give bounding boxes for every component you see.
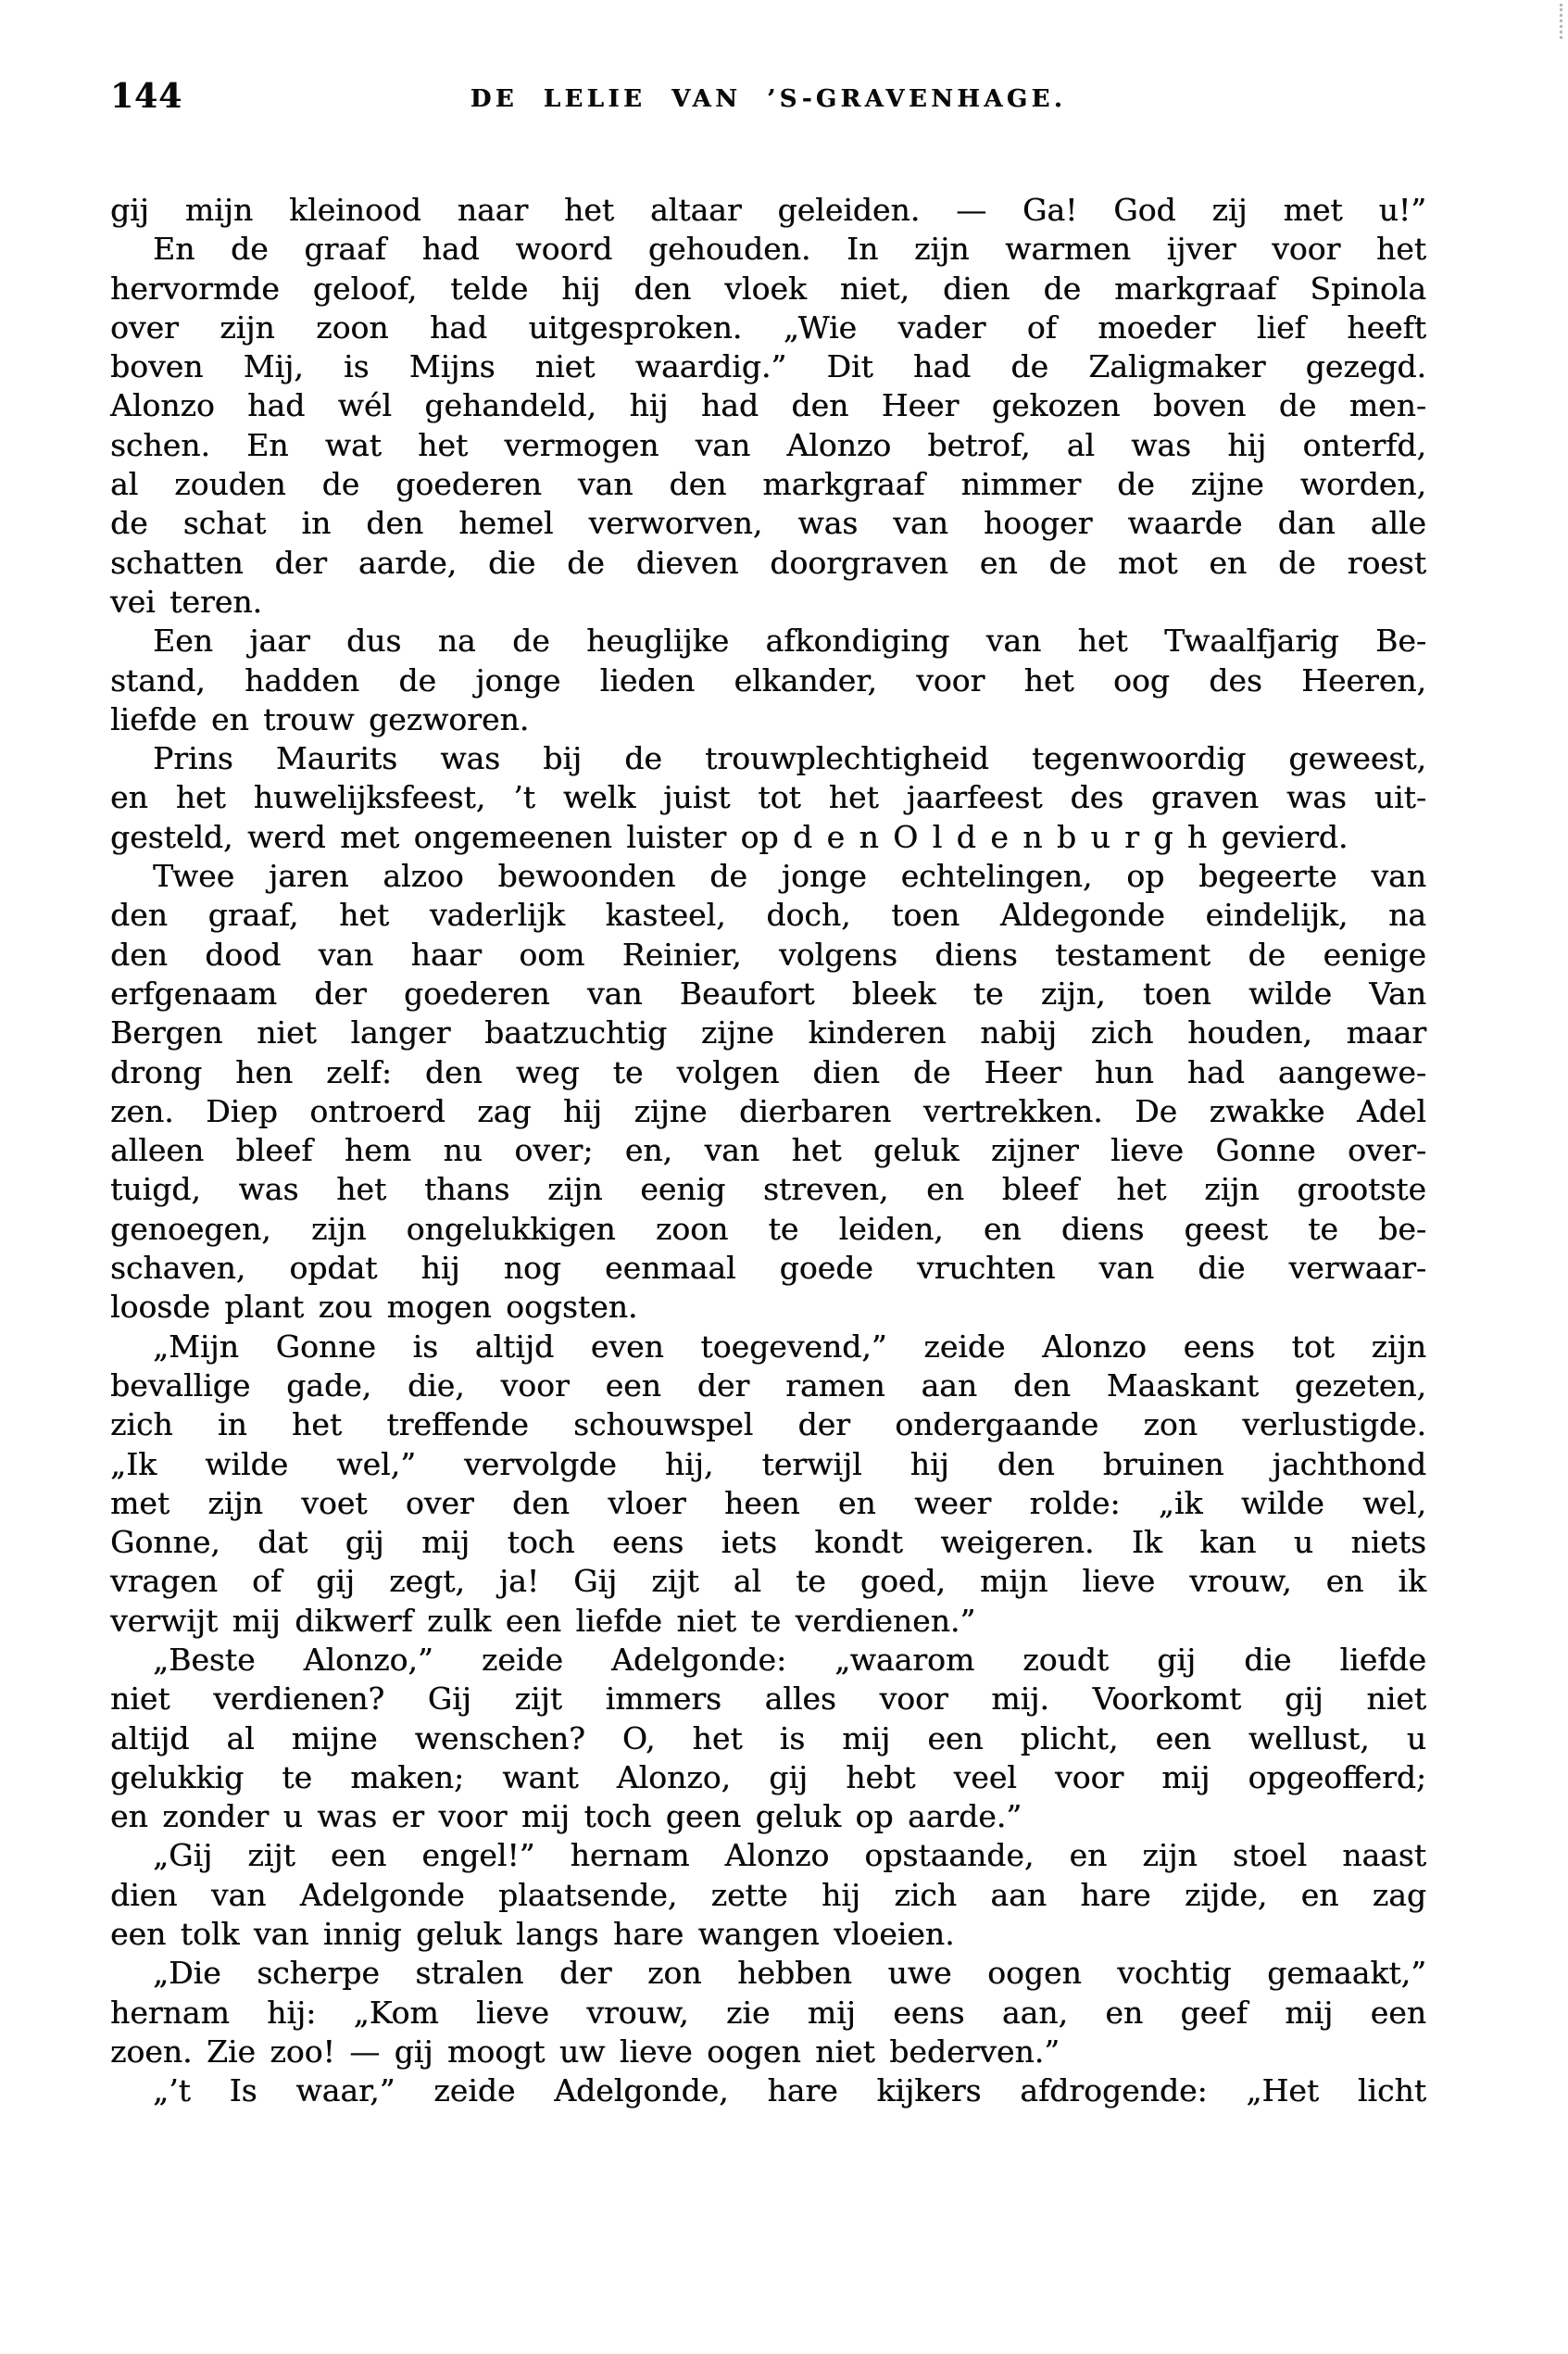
text-line: boven Mij, is Mijns niet waardig.” Dit had de Zaligmaker gezegd. [110,348,1426,385]
text-line: genoegen, zijn ongelukkigen zoon te leiden, en diens geest te be- [110,1210,1426,1247]
text-line: dien van Adelgonde plaatsende, zette hij zich aan hare zijde, en zag [110,1876,1426,1913]
scan-artifact-dots [1560,4,1562,39]
text-line: vragen of gij zegt, ja! Gij zijt al te goed, mijn lieve vrouw, en ik [110,1563,1426,1600]
text-line: niet verdienen? Gij zijt immers alles voor mij. Voorkomt gij niet [110,1681,1426,1718]
text-line: zen. Diep ontroerd zag hij zijne dierbaren vertrekken. De zwakke Adel [110,1092,1426,1129]
text-line: Alonzo had wél gehandeld, hij had den Heer gekozen boven de men- [110,387,1426,424]
body-text [110,191,1426,2111]
text-line: „Beste Alonzo,” zeide Adelgonde: „waarom zoudt gij die liefde [153,1641,1426,1678]
text-line: erfgenaam der goederen van Beaufort bleek te zijn, toen wilde Van [110,975,1426,1012]
page-number: 144 [110,77,183,116]
text-line: schen. En wat het vermogen van Alonzo betrof, al was hij onterfd, [110,426,1426,463]
text-line: gesteld, werd met ongemeenen luister op d e n O l d e n b u r g h gevierd. [110,818,1348,855]
text-line: verwijt mij dikwerf zulk een liefde niet te verdienen.” [110,1602,976,1639]
text-line: Twee jaren alzoo bewoonden de jonge echtelingen, op begeerte van [153,858,1426,895]
text-line: vei teren. [110,583,263,620]
text-line: altijd al mijne wenschen? O, het is mij een plicht, een wellust, u [110,1719,1426,1756]
text-line: loosde plant zou mogen oogsten. [110,1289,638,1326]
text-line: stand, hadden de jonge lieden elkander, voor het oog des Heeren, [110,661,1426,699]
text-line: alleen bleef hem nu over; en, van het geluk zijner lieve Gonne over- [110,1132,1426,1169]
text-line: En de graaf had woord gehouden. In zijn warmen ijver voor het [153,231,1426,268]
text-line: „Die scherpe stralen der zon hebben uwe oogen vochtig gemaakt,” [153,1955,1426,1992]
text-line: gij mijn kleinood naar het altaar geleiden. — Ga! God zij met u!” [110,192,1426,228]
text-line: drong hen zelf: den weg te volgen dien de Heer hun had aangewe- [110,1053,1426,1090]
text-line: over zijn zoon had uitgesproken. „Wie vader of moeder lief heeft [110,308,1426,346]
text-line: Gonne, dat gij mij toch eens iets kondt weigeren. Ik kan u niets [110,1524,1426,1561]
text-line: schaven, opdat hij nog eenmaal goede vruchten van die verwaar- [110,1250,1426,1287]
running-title: DE LELIE VAN ’S-GRAVENHAGE. [470,85,1067,113]
text-line: en het huwelijksfeest, ’t welk juist tot het jaarfeest des graven was uit- [110,779,1426,816]
text-line: Een jaar dus na de heuglijke afkondiging van het Twaalfjarig Be- [153,623,1426,660]
text-line: Bergen niet langer baatzuchtig zijne kinderen nabij zich houden, maar [110,1014,1426,1051]
text-line: zoen. Zie zoo! — gij moogt uw lieve oogen niet bederven.” [110,2033,1060,2070]
text-line: den dood van haar oom Reinier, volgens diens testament de eenige [110,936,1426,973]
text-line: tuigd, was het thans zijn eenig streven, en bleef het zijn grootste [110,1171,1426,1208]
text-line: bevallige gade, die, voor een der ramen aan den Maaskant gezeten, [110,1366,1426,1404]
text-line: een tolk van innig geluk langs hare wangen vloeien. [110,1916,955,1953]
text-line: gelukkig te maken; want Alonzo, gij hebt veel voor mij opgeofferd; [110,1758,1426,1795]
text-line: zich in het treffende schouwspel der ondergaande zon verlustigde. [110,1406,1426,1443]
text-line: hernam hij: „Kom lieve vrouw, zie mij eens aan, en geef mij een [110,1994,1426,2031]
text-line: de schat in den hemel verworven, was van hooger waarde dan alle [110,505,1426,542]
text-line: al zouden de goederen van den markgraaf nimmer de zijne worden, [110,466,1426,503]
text-line: „Mijn Gonne is altijd even toegevend,” zeide Alonzo eens tot zijn [153,1328,1426,1365]
text-line: schatten der aarde, die de dieven doorgraven en de mot en de roest [110,544,1426,581]
text-line: „Gij zijt een engel!” hernam Alonzo opstaande, en zijn stoel naast [153,1837,1426,1874]
text-line: „Ik wilde wel,” vervolgde hij, terwijl hij den bruinen jachthond [110,1445,1426,1482]
text-line: hervormde geloof, telde hij den vloek niet, dien de markgraaf Spinola [110,270,1426,307]
text-line: den graaf, het vaderlijk kasteel, doch, toen Aldegonde eindelijk, na [110,897,1426,934]
text-line: Prins Maurits was bij de trouwplechtigheid tegenwoordig geweest, [153,740,1426,777]
text-line: en zonder u was er voor mij toch geen geluk op aarde.” [110,1798,1022,1835]
text-line: liefde en trouw gezworen. [110,700,530,737]
text-line: „’t Is waar,” zeide Adelgonde, hare kijkers afdrogende: „Het licht [153,2072,1426,2109]
page-header [110,78,1426,119]
text-line: met zijn voet over den vloer heen en weer rolde: „ik wilde wel, [110,1484,1426,1521]
